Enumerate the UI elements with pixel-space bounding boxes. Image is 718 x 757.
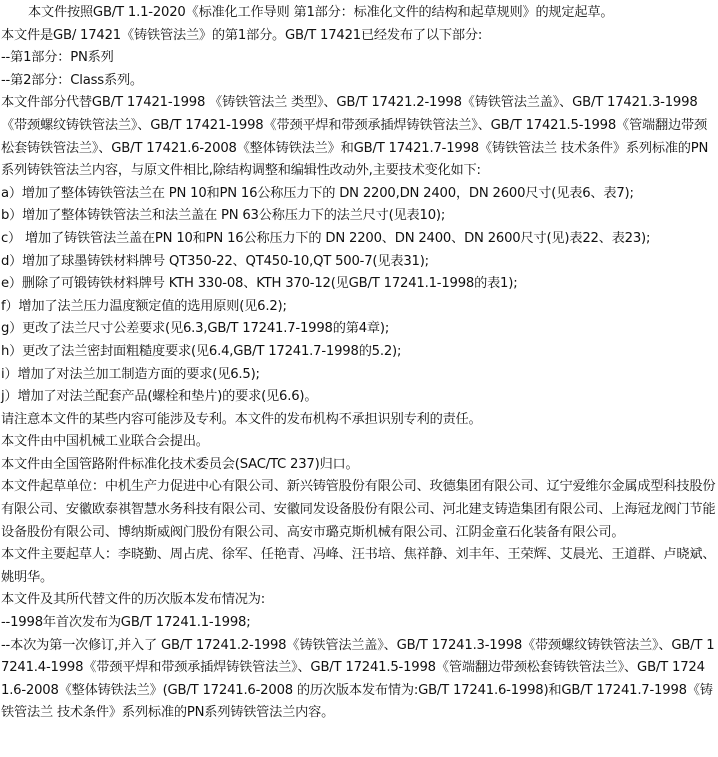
list-item-part-2: --第2部分：Class系列。 <box>1 72 143 88</box>
paragraph-part-intro: 本文件是GB/ 17421《铸铁管法兰》的第1部分。GB/T 17421已经发布了以下部分: <box>1 27 483 43</box>
change-item-a: a）增加了整体铸铁管法兰在 PN 10和PN 16公称压力下的 DN 2200,DN 2400，DN 2600尺寸(见表6、表7); <box>1 185 634 201</box>
change-item-d: d）增加了球墨铸铁材料牌号 QT350-22、QT450-10,QT 500-7(见表31); <box>1 253 429 269</box>
change-item-g: g）更改了法兰尺寸公差要求(见6.3,GB/T 17241.7-1998的第4章); <box>1 321 390 337</box>
paragraph-proposer: 本文件由中国机械工业联合会提出。 <box>1 434 209 450</box>
history-item-1998: --1998年首次发布为GB/T 17241.1-1998; <box>1 615 251 631</box>
paragraph-drafting-rule: 本文件按照GB/T 1.1-2020《标准化工作导则 第1部分：标准化文件的结构和起草规则》的规定起草。 <box>28 5 614 20</box>
change-item-h: h）更改了法兰密封面粗糙度要求(见6.4,GB/T 17241.7-1998的5.2); <box>1 343 402 359</box>
paragraph-drafting-units: 本文件起草单位：中机生产力促进中心有限公司、新兴铸管股份有限公司、玫德集团有限公司、辽宁爱维尔金属成型科技股份有限公司、安徽欧泰祺智慧水务科技有限公司、安徽同发设备股份有限公司、河北建支铸造集团有限公司、上海冠龙阀门节能设备股份有限公司、博纳斯威阀门股份有限公司、高安市璐克斯机械有限公司、江阴金童石化装备有限公司。 <box>1 479 716 540</box>
paragraph-history-intro: 本文件及其所代替文件的历次版本发布情况为: <box>1 592 265 608</box>
list-item-part-1: --第1部分：PN系列 <box>1 50 114 66</box>
paragraph-committee: 本文件由全国管路附件标准化技术委员会(SAC/TC 237)归口。 <box>1 456 359 472</box>
change-item-e: e）删除了可锻铸铁材料牌号 KTH 330-08、KTH 370-12(见GB/T 17241.1-1998的表1); <box>1 276 518 292</box>
paragraph-patent-notice: 请注意本文件的某些内容可能涉及专利。本文件的发布机构不承担识别专利的责任。 <box>1 411 482 427</box>
change-item-c: c） 增加了铸铁管法兰盖在PN 10和PN 16公称压力下的 DN 2200、DN 2400、DN 2600尺寸(见)表22、表23); <box>1 230 651 246</box>
change-item-f: f）增加了法兰压力温度额定值的选用原则(见6.2); <box>1 298 287 314</box>
paragraph-drafters: 本文件主要起草人：李晓勤、周占虎、徐军、任艳青、冯峰、汪书培、焦祥静、刘丰年、王荣辉、艾晨光、王道群、卢晓斌、姚明华。 <box>1 547 716 585</box>
paragraph-replacement: 本文件部分代替GB/T 17421-1998 《铸铁管法兰 类型》、GB/T 17421.2-1998《铸铁管法兰盖》、GB/T 17421.3-1998《带颈螺纹铸铁管法兰》、GB/T 17421-1998《带颈平焊和带颈承插焊铸铁管法兰》、GB/T 17421.5-1998《管端翻边带颈松套铸铁管法兰》、GB/T 17421.6-2008《整体铸铁法兰》和GB/T 17421.7-1998《铸铁管法兰 技术条件》系列标准的PN系列铸铁管法兰内容，与原文件相比,除结构调整和编辑性改动外,主要技术变化如下: <box>1 95 709 179</box>
change-item-b: b）增加了整体铸铁管法兰和法兰盖在 PN 63公称压力下的法兰尺寸(见表10); <box>1 208 446 224</box>
history-item-revision: --本次为第一次修订,并入了 GB/T 17241.2-1998《铸铁管法兰盖》、GB/T 17241.3-1998《带颈螺纹铸铁管法兰》、GB/T 17241.4-1998《带颈平焊和带颈承插焊铸铁管法兰》、GB/T 17241.5-1998《管端翻边带颈松套铸铁管法兰》、GB/T 17241.6-2008《整体铸铁法兰》(GB/T 17241.6-2008 的历次版本发布情为:GB/T 17241.6-1998)和GB/T 17241.7-1998《铸铁管法兰 技术条件》系列标准的PN系列铸铁管法兰内容。 <box>1 637 715 721</box>
change-item-i: i）增加了对法兰加工制造方面的要求(见6.5); <box>1 366 260 382</box>
change-item-j: j）增加了对法兰配套产品(螺栓和垫片)的要求(见6.6)。 <box>1 389 318 405</box>
